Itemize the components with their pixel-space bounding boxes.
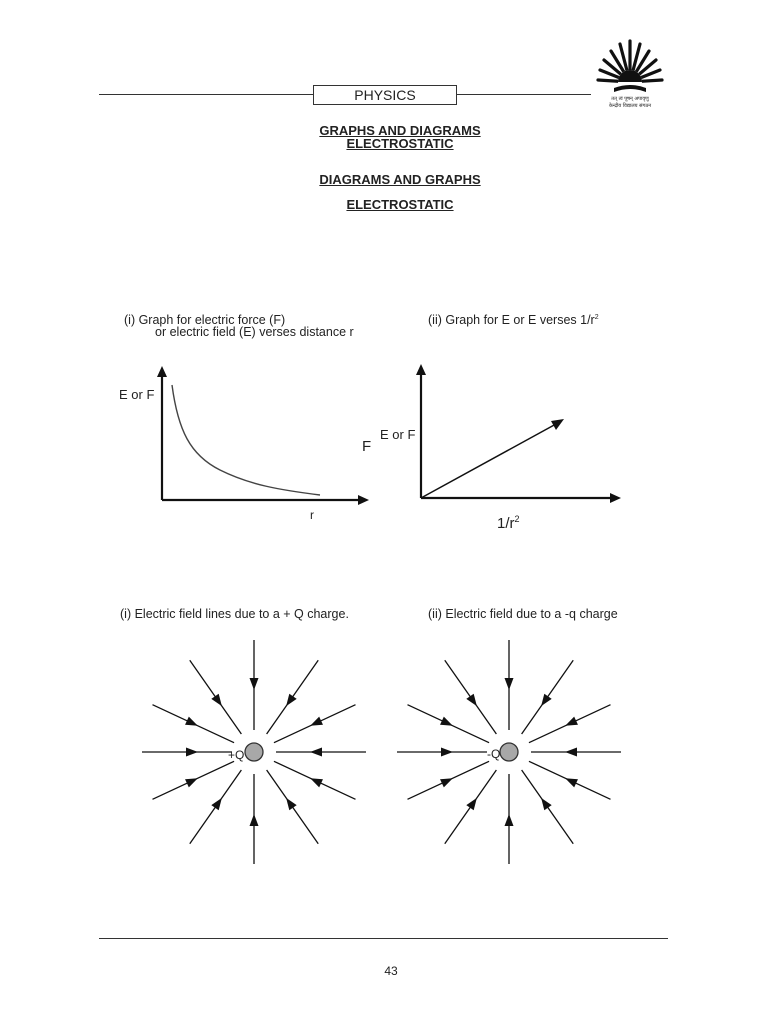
field2-arrowhead-icon — [440, 778, 453, 787]
logo-caption-2: केन्द्रीय विद्यालय संगठन — [608, 103, 652, 109]
field2-field-line — [445, 660, 497, 734]
graph1-caption-1: (i) Graph for electric force (F) — [124, 313, 286, 327]
field2-arrowhead-icon — [441, 748, 453, 757]
field1-charge-label: +Q — [228, 748, 245, 762]
field2-arrowhead-icon — [541, 694, 552, 706]
field2-field-line — [397, 748, 487, 757]
field2-arrowhead-icon — [505, 678, 514, 690]
field2-arrowhead-icon — [466, 694, 477, 706]
field2-arrowhead-icon — [541, 798, 552, 810]
footer-rule — [99, 938, 668, 939]
field2-field-line — [522, 660, 574, 734]
field2-field-line — [505, 640, 514, 730]
graph1-y-label: E or F — [119, 387, 155, 402]
graph2-caption-sup: 2 — [594, 313, 599, 321]
field2-field-line — [407, 761, 489, 799]
field2-charge-icon — [500, 743, 518, 761]
field2-field-line — [445, 770, 497, 844]
graph1-x-label: r — [310, 508, 314, 522]
heading-2: ELECTROSTATIC — [346, 136, 454, 151]
graph2-x-label-text: 1/r — [497, 515, 515, 532]
field2-arrowhead-icon — [466, 798, 477, 810]
page-number: 43 — [384, 964, 398, 978]
field2-field-line — [522, 770, 574, 844]
graph2-caption-text: (ii) Graph for E or E verses 1/r — [428, 313, 595, 327]
heading-3: DIAGRAMS AND GRAPHS — [319, 172, 481, 187]
graph1-side-label: F — [362, 438, 372, 455]
field2-charge-label: -Q — [487, 747, 501, 761]
field1-caption: (i) Electric field lines due to a + Q charge. — [120, 607, 349, 621]
field2-arrowhead-icon — [565, 717, 578, 726]
graph2-x-label-sup: 2 — [514, 514, 520, 524]
subject-title: PHYSICS — [313, 85, 457, 105]
field2-arrowhead-icon — [505, 814, 514, 826]
graph2-y-label: E or F — [380, 427, 416, 442]
field2-field-line — [531, 748, 621, 757]
field2-arrowhead-icon — [440, 717, 453, 726]
field2-field-line — [529, 705, 611, 743]
field2-arrowhead-icon — [565, 748, 577, 757]
field2-arrowhead-icon — [565, 778, 578, 787]
field2-field-line — [529, 761, 611, 799]
heading-4: ELECTROSTATIC — [346, 197, 454, 212]
heading-1: GRAPHS AND DIAGRAMS — [319, 123, 481, 138]
graph1-caption-2: or electric field (E) verses distance r — [155, 325, 354, 339]
field2-field-line — [505, 774, 514, 864]
logo-caption-1: तत् त्वं पूषन् अपावृणु — [611, 96, 649, 102]
field2-field-line — [407, 705, 489, 743]
field2-caption: (ii) Electric field due to a -q charge — [428, 607, 618, 621]
